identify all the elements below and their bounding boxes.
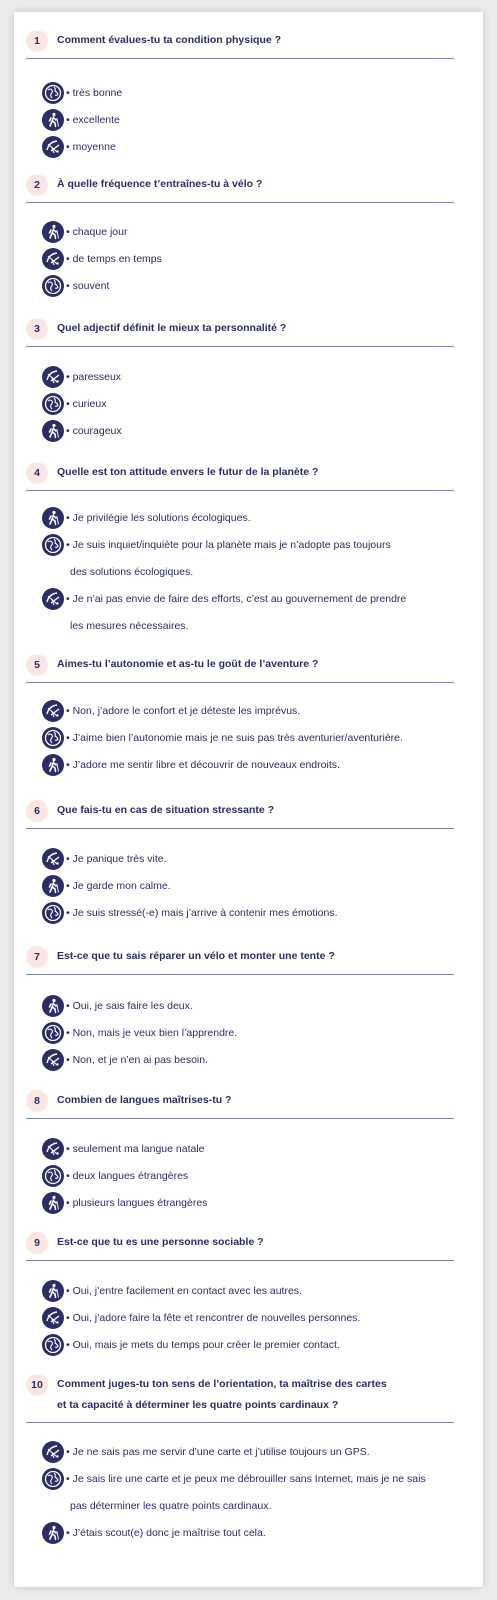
- hiker-icon: [42, 754, 64, 776]
- answer-option-text: [66, 853, 167, 866]
- globe-icon: [42, 534, 64, 556]
- tent-icon: [42, 366, 64, 388]
- question-header: [14, 654, 483, 684]
- question-divider: [26, 1260, 454, 1261]
- question-6: [14, 800, 483, 919]
- answer-option[interactable]: [42, 1049, 472, 1075]
- question-text-line: Combien de langues maîtrises-tu ?: [57, 1094, 232, 1106]
- hiker-icon: [42, 507, 64, 529]
- question-1: [14, 30, 483, 153]
- hiker-icon: [42, 995, 64, 1017]
- answer-option-text: [66, 705, 300, 718]
- globe-icon: [42, 82, 64, 104]
- globe-icon: [42, 1165, 64, 1187]
- answer-option-line: • très bonne: [66, 87, 123, 99]
- question-text: [57, 1236, 264, 1248]
- answer-option[interactable]: [42, 109, 472, 135]
- answer-option[interactable]: [42, 875, 472, 901]
- question-divider: [26, 682, 454, 683]
- question-header: [14, 318, 483, 348]
- answer-option[interactable]: [42, 82, 472, 108]
- question-text-line: Comment juges-tu ton sens de l’orientation, ta maîtrise des cartes: [57, 1378, 387, 1390]
- answer-option-line: • paresseux: [66, 371, 122, 383]
- answer-option-text: [66, 114, 120, 127]
- answer-option[interactable]: [42, 1022, 472, 1048]
- answer-option-text: [66, 1285, 302, 1298]
- hiker-icon: [42, 875, 64, 897]
- question-text-line: Aimes-tu l’autonomie et as-tu le goût de l’aventure ?: [57, 658, 319, 670]
- question-header: [14, 1232, 483, 1262]
- answer-option[interactable]: [42, 248, 472, 274]
- answer-option-text: [66, 1054, 208, 1067]
- tent-icon: [42, 1441, 64, 1463]
- answer-option-line: • moyenne: [66, 141, 116, 153]
- hiker-icon: [42, 1280, 64, 1302]
- answer-option-text: [66, 732, 403, 745]
- question-text-line: À quelle fréquence t’entraînes-tu à vélo ?: [57, 178, 263, 190]
- answer-option-text: [66, 1000, 193, 1013]
- answer-option[interactable]: [42, 1522, 472, 1548]
- tent-icon: [42, 1138, 64, 1160]
- answer-option-text: [66, 593, 406, 633]
- answer-option-line: • Je panique très vite.: [66, 853, 167, 865]
- answer-option-line: • curieux: [66, 398, 107, 410]
- answer-option-line: • J’étais scout(e) donc je maîtrise tout cela.: [66, 1527, 266, 1539]
- answer-option[interactable]: [42, 700, 472, 726]
- question-number-badge: 1: [26, 30, 48, 52]
- answer-option-line: • seulement ma langue natale: [66, 1143, 205, 1155]
- answer-option-line: • Oui, j’entre facilement en contact avec les autres.: [66, 1285, 302, 1297]
- globe-icon: [42, 393, 64, 415]
- question-header: [14, 462, 483, 492]
- question-7: [14, 946, 483, 1066]
- answer-option-text: [66, 226, 127, 239]
- question-text-line: Comment évalues-tu ta condition physique ?: [57, 34, 282, 46]
- answer-option-line: • Non, j’adore le confort et je déteste les imprévus.: [66, 705, 301, 717]
- answer-option-text: [66, 280, 109, 293]
- answer-option-line: • souvent: [66, 280, 110, 292]
- answer-option[interactable]: [42, 1441, 472, 1467]
- answer-option-line: • Oui, j’adore faire la fête et rencontrer de nouvelles personnes.: [66, 1312, 361, 1324]
- question-text: [57, 1094, 231, 1106]
- globe-icon: [42, 1334, 64, 1356]
- question-text: [57, 178, 262, 190]
- answer-option-line: • Je suis stressé(-e) mais j’arrive à contenir mes émotions.: [66, 907, 338, 919]
- hiker-icon: [42, 1522, 64, 1544]
- question-divider: [26, 828, 454, 829]
- answer-option[interactable]: [42, 507, 472, 533]
- answer-option[interactable]: [42, 1192, 472, 1218]
- hiker-icon: [42, 420, 64, 442]
- globe-icon: [42, 902, 64, 924]
- question-5: [14, 654, 483, 771]
- question-2: [14, 174, 483, 292]
- tent-icon: [42, 700, 64, 722]
- question-number-badge: 2: [26, 174, 48, 196]
- question-text: [57, 1378, 387, 1411]
- question-3: [14, 318, 483, 437]
- answer-option-text: [66, 1527, 266, 1540]
- hiker-icon: [42, 1192, 64, 1214]
- answer-option-line: • Non, mais je veux bien l’apprendre.: [66, 1027, 238, 1039]
- question-header: [14, 1090, 483, 1120]
- answer-option[interactable]: [42, 136, 472, 162]
- answer-option-line: • J’aime bien l’autonomie mais je ne suis pas très aventurier/aventurière.: [66, 732, 403, 744]
- question-divider: [26, 974, 454, 975]
- question-text: [57, 804, 274, 816]
- question-number-badge: 7: [26, 946, 48, 968]
- answer-option-text: [66, 1446, 370, 1459]
- question-number-badge: 6: [26, 800, 48, 822]
- answer-option[interactable]: [42, 754, 472, 780]
- tent-icon: [42, 1049, 64, 1071]
- question-text-line-2: et ta capacité à déterminer les quatre points cardinaux ?: [57, 1399, 339, 1411]
- answer-option-text: [66, 87, 122, 100]
- question-number-badge: 4: [26, 462, 48, 484]
- question-9: [14, 1232, 483, 1351]
- globe-icon: [42, 275, 64, 297]
- tent-icon: [42, 1307, 64, 1329]
- question-header: [14, 946, 483, 976]
- answer-option[interactable]: [42, 848, 472, 874]
- answer-option[interactable]: [42, 727, 472, 753]
- question-number-badge: 10: [26, 1374, 48, 1396]
- question-10: [14, 1374, 483, 1539]
- question-divider: [26, 202, 454, 203]
- answer-option[interactable]: [42, 366, 472, 392]
- answer-option-line: • chaque jour: [66, 226, 128, 238]
- globe-icon: [42, 1022, 64, 1044]
- answer-option-line: • courageux: [66, 425, 122, 437]
- question-text-line: Quel adjectif définit le mieux ta personnalité ?: [57, 322, 287, 334]
- answer-option-line: • Je garde mon calme.: [66, 880, 171, 892]
- question-text-line: Quelle est ton attitude envers le futur de la planète ?: [57, 466, 319, 478]
- answer-option-text: [66, 425, 122, 438]
- answer-option-line: • Oui, mais je mets du temps pour créer le premier contact.: [66, 1339, 340, 1351]
- question-divider: [26, 1118, 454, 1119]
- answer-option[interactable]: [42, 1307, 472, 1333]
- answer-option-line: • Oui, je sais faire les deux.: [66, 1000, 193, 1012]
- answer-option-text: [66, 1197, 207, 1210]
- answer-option-line: • excellente: [66, 114, 120, 126]
- question-number-badge: 5: [26, 654, 48, 676]
- answer-option[interactable]: [42, 275, 472, 301]
- answer-option-text: [66, 1170, 188, 1183]
- answer-option-line: • Non, et je n’en ai pas besoin.: [66, 1054, 209, 1066]
- question-text: [57, 658, 318, 670]
- question-text: [57, 950, 335, 962]
- answer-option-text: [66, 253, 162, 266]
- answer-option[interactable]: [42, 1334, 472, 1360]
- question-header: [14, 1374, 483, 1411]
- answer-option-line-2: pas déterminer les quatre points cardinaux.: [70, 1500, 272, 1512]
- answer-option-text: [66, 141, 116, 154]
- question-text: [57, 34, 281, 46]
- answer-option-text: [66, 759, 340, 772]
- question-text: [57, 322, 286, 334]
- answer-option-line: • Je ne sais pas me servir d’une carte et j’utilise toujours un GPS.: [66, 1446, 370, 1458]
- answer-option[interactable]: [42, 902, 472, 928]
- answer-option[interactable]: [42, 420, 472, 446]
- question-number-badge: 9: [26, 1232, 48, 1254]
- question-header: [14, 800, 483, 830]
- answer-option-line: • Je n’ai pas envie de faire des efforts, c’est au gouvernement de prendre: [66, 593, 407, 605]
- question-text-line: Est-ce que tu sais réparer un vélo et monter une tente ?: [57, 950, 335, 962]
- answer-option-text: [66, 907, 338, 920]
- answer-option-line: • plusieurs langues étrangères: [66, 1197, 208, 1209]
- question-text-line: Que fais-tu en cas de situation stressante ?: [57, 804, 275, 816]
- answer-option-line-2: les mesures nécessaires.: [70, 620, 189, 632]
- question-divider: [26, 346, 454, 347]
- answer-option[interactable]: [42, 1165, 472, 1191]
- answer-option[interactable]: [42, 221, 472, 247]
- question-number-badge: 8: [26, 1090, 48, 1112]
- question-text-line: Est-ce que tu es une personne sociable ?: [57, 1236, 264, 1248]
- answer-option-text: [66, 371, 121, 384]
- answer-option-line: • Je suis inquiet/inquiète pour la planète mais je n’adopte pas toujours: [66, 539, 391, 551]
- answer-option[interactable]: [42, 534, 472, 578]
- answer-option[interactable]: [42, 1468, 472, 1512]
- answer-option[interactable]: [42, 1280, 472, 1306]
- hiker-icon: [42, 109, 64, 131]
- question-text: [57, 466, 318, 478]
- question-divider: [26, 58, 454, 59]
- answer-option[interactable]: [42, 393, 472, 419]
- question-number-badge: 3: [26, 318, 48, 340]
- question-8: [14, 1090, 483, 1209]
- answer-option-text: [66, 1339, 340, 1352]
- hiker-icon: [42, 221, 64, 243]
- answer-option[interactable]: [42, 588, 472, 632]
- question-header: [14, 174, 483, 204]
- question-divider: [26, 1422, 454, 1423]
- answer-option-text: [66, 539, 391, 579]
- globe-icon: [42, 1468, 64, 1490]
- answer-option-line: • J’adore me sentir libre et découvrir de nouveaux endroits.: [66, 759, 340, 771]
- answer-option-line: • Je privilégie les solutions écologiques.: [66, 512, 251, 524]
- answer-option-text: [66, 398, 106, 411]
- answer-option-line: • deux langues étrangères: [66, 1170, 189, 1182]
- answer-option-text: [66, 1143, 205, 1156]
- tent-icon: [42, 136, 64, 158]
- question-header: [14, 30, 483, 60]
- answer-option-text: [66, 512, 251, 525]
- answer-option-line: • Je sais lire une carte et je peux me débrouiller sans Internet, mais je ne sais: [66, 1473, 426, 1485]
- answer-option-text: [66, 880, 171, 893]
- answer-option-line: • de temps en temps: [66, 253, 162, 265]
- answer-option-text: [66, 1027, 237, 1040]
- answer-option-text: [66, 1473, 426, 1513]
- tent-icon: [42, 848, 64, 870]
- quiz-page: [14, 12, 483, 1587]
- answer-option-line-2: des solutions écologiques.: [70, 566, 194, 578]
- answer-option[interactable]: [42, 1138, 472, 1164]
- answer-option[interactable]: [42, 995, 472, 1021]
- question-4: [14, 462, 483, 632]
- question-divider: [26, 490, 454, 491]
- globe-icon: [42, 727, 64, 749]
- tent-icon: [42, 248, 64, 270]
- answer-option-text: [66, 1312, 360, 1325]
- tent-icon: [42, 588, 64, 610]
